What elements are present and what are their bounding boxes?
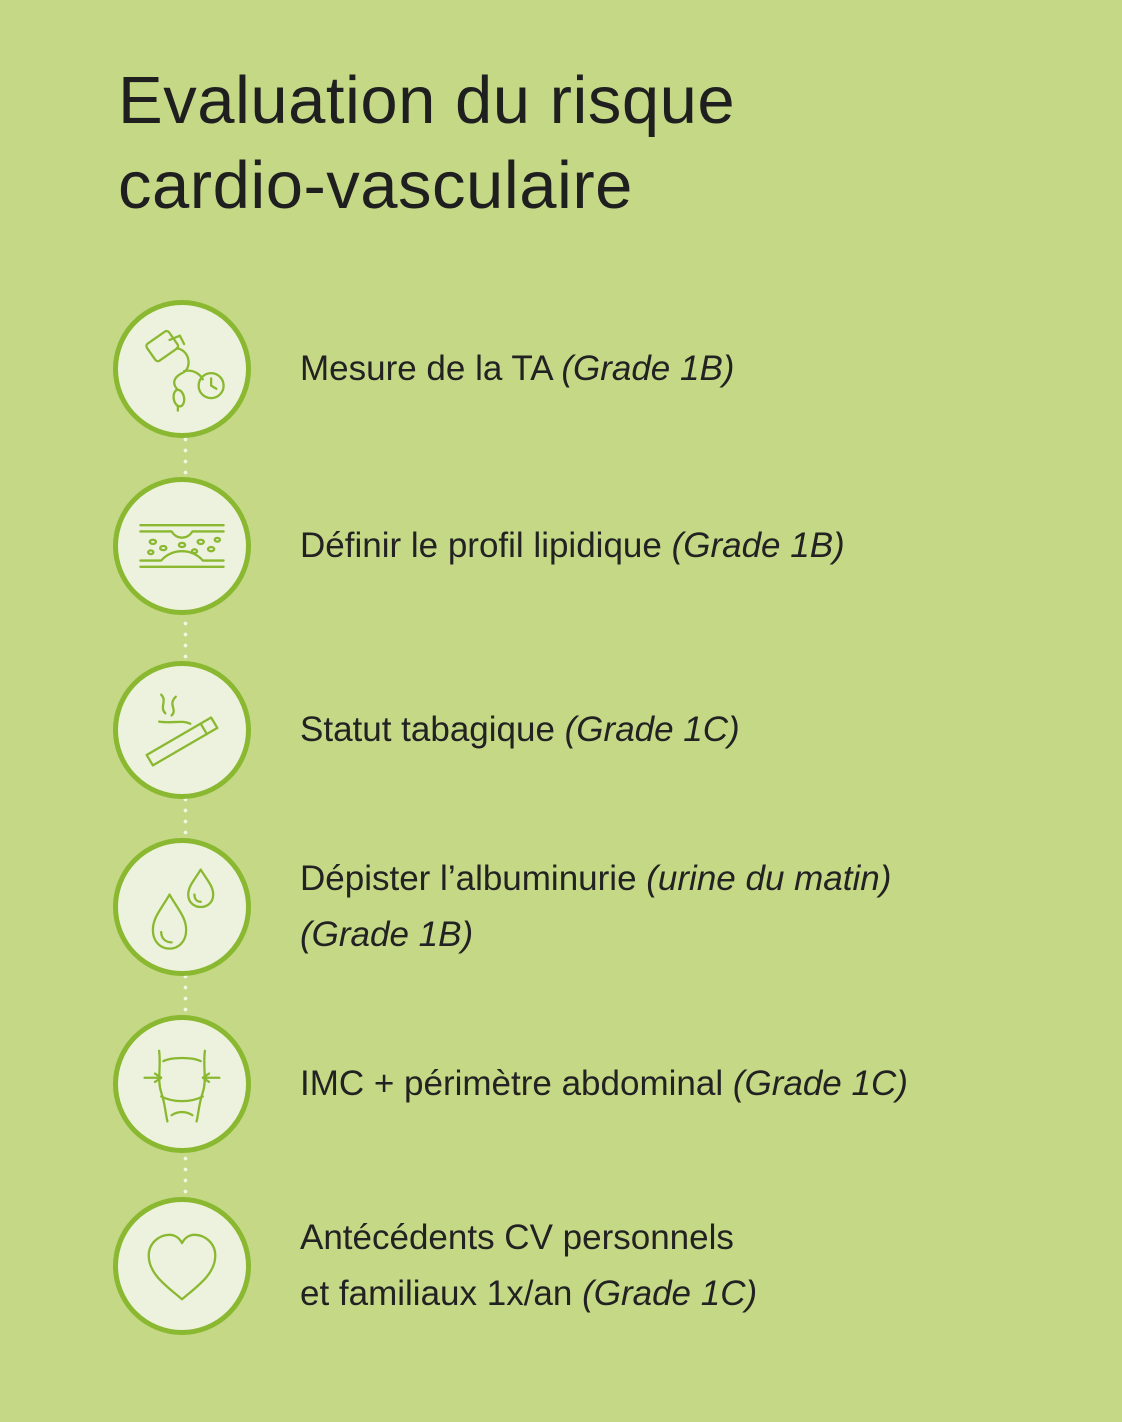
page-title-line-1: Evaluation du risque xyxy=(118,63,736,138)
item-text-line-1: Antécédents CV personnels xyxy=(300,1218,734,1257)
list-item xyxy=(113,838,1073,988)
list-item xyxy=(113,477,1073,627)
item-text: Statut tabagique xyxy=(300,710,565,749)
icon-badge xyxy=(113,661,251,799)
waist-measure-icon xyxy=(130,1032,234,1136)
grade-text: (Grade 1C) xyxy=(582,1274,758,1313)
item-label xyxy=(300,661,740,799)
item-text: Définir le profil lipidique xyxy=(300,526,672,565)
item-label xyxy=(300,477,845,615)
heart-icon xyxy=(130,1214,234,1318)
icon-badge xyxy=(113,838,251,976)
page-title xyxy=(118,58,1018,228)
item-note: (urine du matin) xyxy=(646,859,892,898)
icon-badge xyxy=(113,300,251,438)
page-title-line-2: cardio-vasculaire xyxy=(118,148,633,223)
grade-text: (Grade 1B) xyxy=(300,915,474,954)
cigarette-icon xyxy=(130,678,234,782)
list-item xyxy=(113,1015,1073,1165)
item-label xyxy=(300,1015,908,1153)
item-label xyxy=(300,838,891,976)
urine-drops-icon xyxy=(130,855,234,959)
icon-badge xyxy=(113,1015,251,1153)
item-text: Dépister l’albuminurie xyxy=(300,859,647,898)
artery-lipid-icon xyxy=(130,494,234,598)
item-label xyxy=(300,1197,757,1335)
item-text-line-2: et familiaux 1x/an xyxy=(300,1274,583,1313)
blood-pressure-monitor-icon xyxy=(130,317,234,421)
grade-text: (Grade 1C) xyxy=(732,1064,908,1103)
grade-text: (Grade 1B) xyxy=(561,349,735,388)
grade-text: (Grade 1C) xyxy=(564,710,740,749)
item-label xyxy=(300,300,734,438)
list-item xyxy=(113,661,1073,811)
list-item xyxy=(113,300,1073,450)
item-text: IMC + périmètre abdominal xyxy=(300,1064,733,1103)
list-item xyxy=(113,1197,1073,1347)
icon-badge xyxy=(113,477,251,615)
grade-text: (Grade 1B) xyxy=(671,526,845,565)
icon-badge xyxy=(113,1197,251,1335)
item-text: Mesure de la TA xyxy=(300,349,562,388)
